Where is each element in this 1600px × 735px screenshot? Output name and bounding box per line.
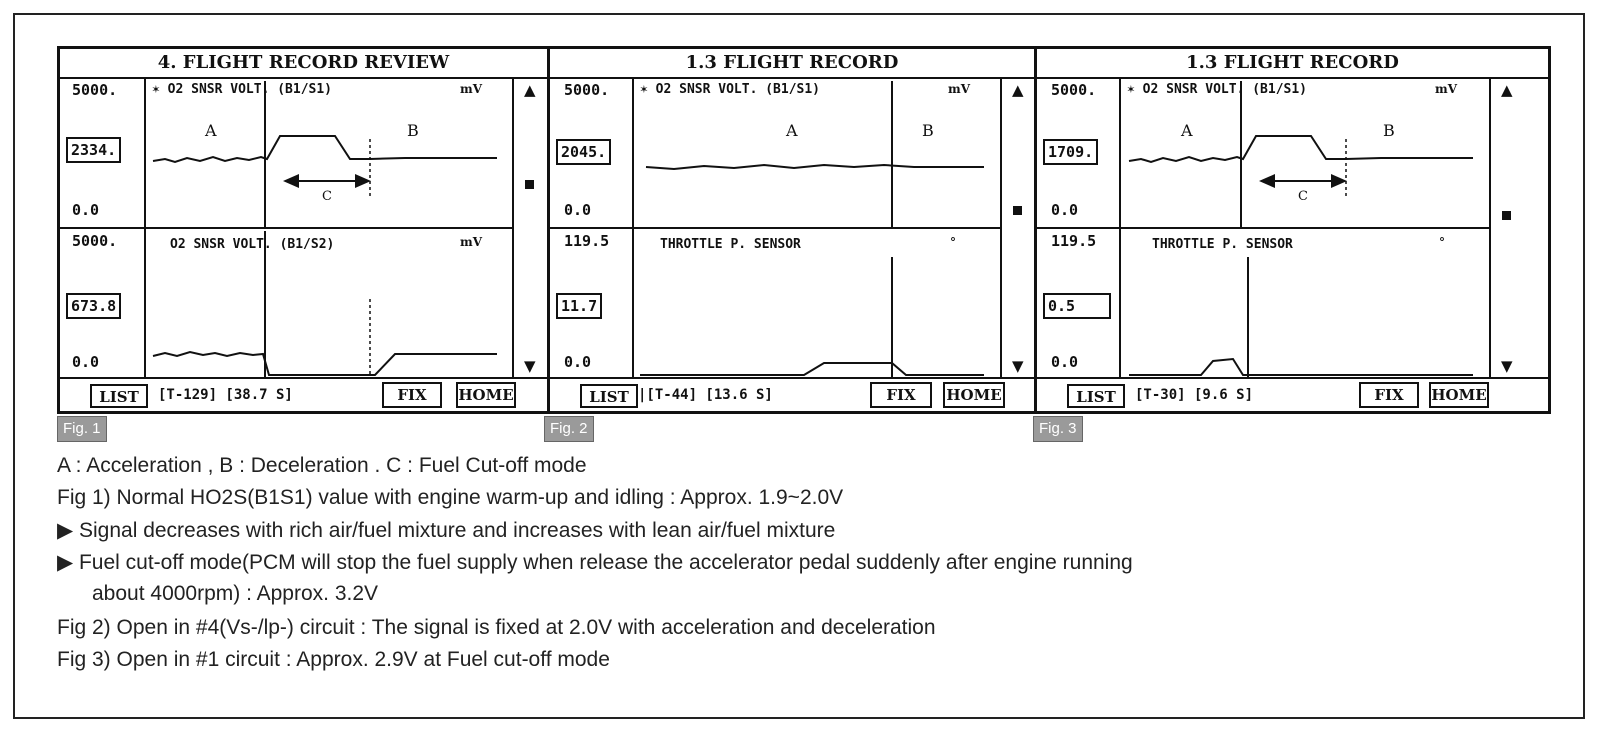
- home-button[interactable]: HOME: [943, 382, 1005, 408]
- fix-button[interactable]: FIX: [870, 382, 932, 408]
- triangle-down-icon[interactable]: ▼: [524, 357, 536, 375]
- top-sensor-label: ✶ O2 SNSR VOLT. (B1/S1): [640, 82, 821, 97]
- scroll-thumb-icon[interactable]: [525, 180, 534, 189]
- list-button[interactable]: LIST: [90, 384, 148, 408]
- top-min: 0.0: [564, 201, 592, 219]
- bottom-max: 119.5: [1051, 232, 1097, 250]
- bottom-value: 0.5: [1043, 293, 1111, 319]
- figure-3-screen: [1037, 49, 1548, 411]
- top-min: 0.0: [72, 201, 100, 219]
- top-sensor-label: ✶ O2 SNSR VOLT. (B1/S1): [152, 82, 333, 97]
- figure-1-tag: Fig. 1: [57, 416, 107, 442]
- fix-button[interactable]: FIX: [382, 382, 442, 408]
- letter-a: A: [205, 121, 217, 140]
- triangle-up-icon[interactable]: ▲: [1501, 81, 1513, 99]
- letter-c: C: [1298, 189, 1308, 204]
- bottom-min: 0.0: [1051, 353, 1079, 371]
- status-readout: |[T-44] [13.6 S]: [638, 387, 773, 403]
- bottom-graph: [634, 229, 1004, 377]
- figure-2-title: 1.3 FLIGHT RECORD: [550, 49, 1034, 79]
- bottom-sensor-label: THROTTLE P. SENSOR: [1152, 237, 1293, 252]
- bottom-graph: [145, 229, 515, 377]
- status-divider: [60, 377, 547, 379]
- fix-button[interactable]: FIX: [1359, 382, 1419, 408]
- top-graph: [1121, 79, 1491, 229]
- letter-b: B: [1383, 121, 1395, 140]
- top-sensor-label: ✶ O2 SNSR VOLT. (B1/S1): [1127, 82, 1308, 97]
- bottom-unit: mV: [460, 235, 483, 249]
- top-value: 2334.: [66, 137, 121, 163]
- figure-3-title: 1.3 FLIGHT RECORD: [1037, 49, 1548, 79]
- home-button[interactable]: HOME: [1429, 382, 1489, 408]
- list-button[interactable]: LIST: [580, 384, 638, 408]
- top-max: 5000.: [1051, 81, 1097, 99]
- scroll-thumb-icon[interactable]: [1013, 206, 1022, 215]
- top-unit: mV: [948, 82, 971, 96]
- figure-2-screen: [550, 49, 1034, 411]
- triangle-up-icon[interactable]: ▲: [524, 81, 536, 99]
- top-unit: mV: [460, 82, 483, 96]
- figure-3-tag: Fig. 3: [1033, 416, 1083, 442]
- fig3-note: Fig 3) Open in #1 circuit : Approx. 2.9V at Fuel cut-off mode: [57, 648, 610, 671]
- bottom-sensor-label: THROTTLE P. SENSOR: [660, 237, 801, 252]
- triangle-down-icon[interactable]: ▼: [1012, 357, 1024, 375]
- bottom-unit: °: [950, 235, 956, 249]
- triangle-down-icon[interactable]: ▼: [1501, 357, 1513, 375]
- figure-1-screen: [60, 49, 547, 411]
- bottom-sensor-label: O2 SNSR VOLT. (B1/S2): [170, 237, 335, 252]
- bottom-min: 0.0: [72, 353, 100, 371]
- status-divider: [550, 377, 1034, 379]
- status-readout: [T-30] [9.6 S]: [1135, 387, 1254, 403]
- fig1-note: Fig 1) Normal HO2S(B1S1) value with engine warm-up and idling : Approx. 1.9~2.0V: [57, 486, 844, 509]
- top-value: 1709.: [1043, 139, 1098, 165]
- letter-a: A: [1181, 121, 1193, 140]
- status-divider: [1037, 377, 1548, 379]
- fig1-bullet-1: ▶ Signal decreases with rich air/fuel mixture and increases with lean air/fuel mixture: [57, 519, 836, 542]
- fig2-note: Fig 2) Open in #4(Vs-/lp-) circuit : The signal is fixed at 2.0V with acceleration and deceleration: [57, 616, 936, 639]
- fig1-bullet-2-cont: about 4000rpm) : Approx. 3.2V: [92, 582, 379, 605]
- bottom-max: 119.5: [564, 232, 610, 250]
- top-graph: [145, 79, 515, 229]
- top-min: 0.0: [1051, 201, 1079, 219]
- home-button[interactable]: HOME: [456, 382, 516, 408]
- letter-c: C: [322, 189, 332, 204]
- bottom-graph: [1121, 229, 1491, 377]
- top-value: 2045.: [556, 139, 611, 165]
- letter-a: A: [786, 121, 798, 140]
- scanner-screens: [57, 46, 1551, 414]
- letter-b: B: [922, 121, 934, 140]
- scroll-thumb-icon[interactable]: [1502, 211, 1511, 220]
- letter-b: B: [407, 121, 419, 140]
- top-unit: mV: [1435, 82, 1458, 96]
- triangle-up-icon[interactable]: ▲: [1012, 81, 1024, 99]
- bottom-value: 673.8: [66, 293, 121, 319]
- top-max: 5000.: [72, 81, 118, 99]
- figure-1-title: 4. FLIGHT RECORD REVIEW: [60, 49, 547, 79]
- figure-2-tag: Fig. 2: [544, 416, 594, 442]
- bottom-min: 0.0: [564, 353, 592, 371]
- bottom-unit: °: [1439, 235, 1445, 249]
- fig1-bullet-2: ▶ Fuel cut-off mode(PCM will stop the fuel supply when release the accelerator pedal suddenly after engine running: [57, 551, 1133, 574]
- bottom-value: 11.7: [556, 293, 602, 319]
- top-graph: [634, 79, 1004, 229]
- status-readout: [T-129] [38.7 S]: [158, 387, 293, 403]
- legend-note: A : Acceleration , B : Deceleration . C : Fuel Cut-off mode: [57, 454, 587, 477]
- bottom-max: 5000.: [72, 232, 118, 250]
- list-button[interactable]: LIST: [1067, 384, 1125, 408]
- top-max: 5000.: [564, 81, 610, 99]
